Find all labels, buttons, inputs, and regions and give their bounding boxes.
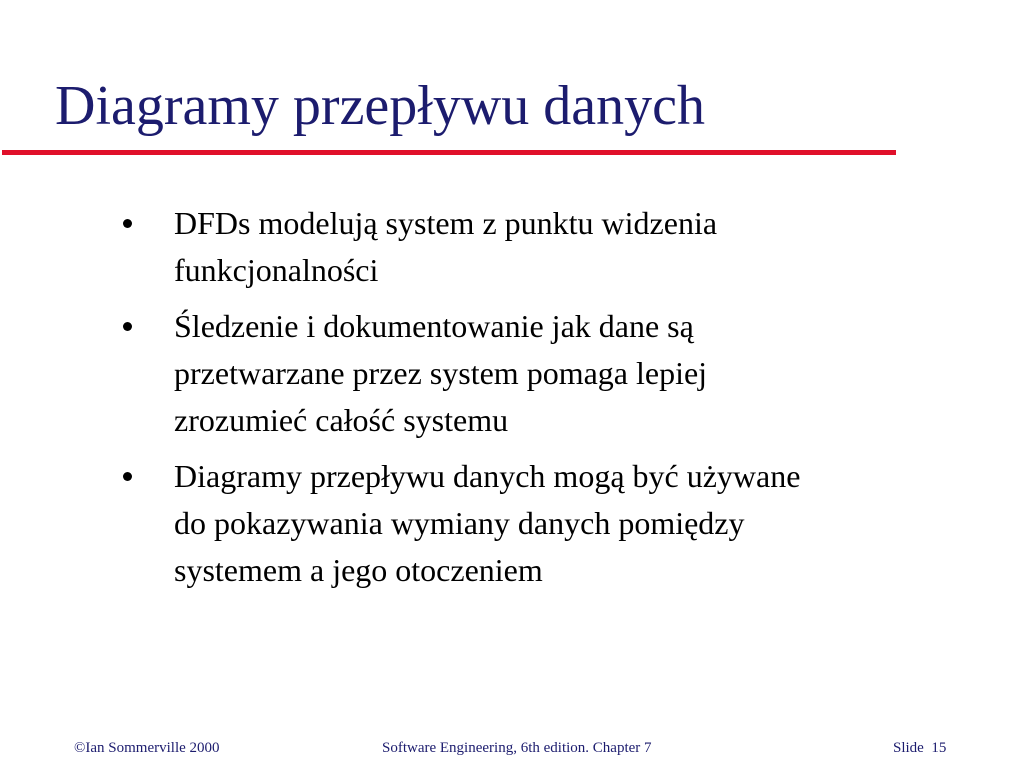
- slide-footer: [0, 738, 1024, 758]
- bullet-text-line: zrozumieć całość systemu: [174, 402, 509, 438]
- bullet-dot-icon: [123, 219, 132, 228]
- bullet-text-line: DFDs modelują system z punktu widzenia: [174, 205, 718, 241]
- footer-slide-number-value: 15: [931, 740, 947, 756]
- bullet-text-line: funkcjonalności: [174, 252, 379, 288]
- bullet-text-line: Diagramy przepływu danych mogą być używane: [174, 458, 801, 494]
- slide-title: Diagramy przepływu danych: [55, 75, 705, 137]
- bullet-item-2: [0, 303, 1024, 444]
- bullet-text-line: Śledzenie i dokumentowanie jak dane są: [174, 308, 694, 344]
- bullet-item-3: [0, 453, 1024, 594]
- footer-book-reference: Software Engineering, 6th edition. Chapter 7: [382, 740, 652, 756]
- title-underline: [2, 150, 896, 155]
- footer-slide-number: [893, 738, 946, 758]
- bullet-list: [0, 200, 1024, 603]
- footer-copyright: ©Ian Sommerville 2000: [74, 740, 220, 756]
- bullet-dot-icon: [123, 472, 132, 481]
- bullet-text-line: przetwarzane przez system pomaga lepiej: [174, 355, 708, 391]
- bullet-text-line: systemem a jego otoczeniem: [174, 552, 543, 588]
- bullet-dot-icon: [123, 322, 132, 331]
- bullet-text-line: do pokazywania wymiany danych pomiędzy: [174, 505, 745, 541]
- bullet-item-1: [0, 200, 1024, 294]
- footer-slide-label: Slide: [893, 740, 924, 756]
